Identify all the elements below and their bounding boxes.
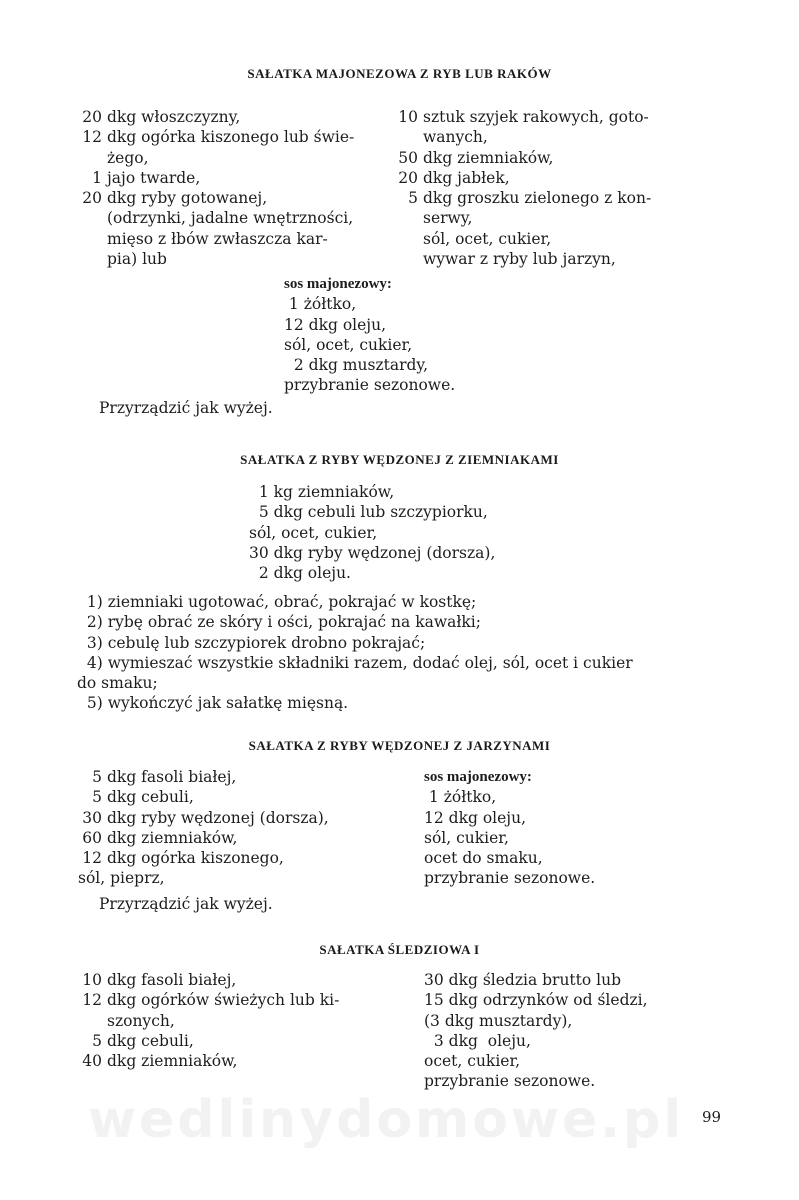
ingredient-line: sól, ocet, cukier, <box>423 229 552 248</box>
sauce-line: 12 dkg oleju, <box>424 808 526 827</box>
sauce-heading: sos majonezowy: <box>424 769 532 785</box>
ingredient-line: 3 dkg oleju, <box>424 1031 531 1050</box>
ingredient-line: 12 dkg ogórków świeżych lub ki- <box>82 991 340 1010</box>
step-line: 2) rybę obrać ze skóry i ości, pokrajać na kawałki; <box>77 613 481 632</box>
ingredient-line: 5 dkg groszku zielonego z kon- <box>408 189 652 208</box>
sauce-line: przybranie sezonowe. <box>284 376 456 395</box>
ingredients-block-2 <box>249 482 569 583</box>
ingredients-right-1 <box>394 107 734 269</box>
section-title-herring-salad: SAŁATKA ŚLEDZIOWA I <box>319 942 480 957</box>
instruction-text: Przyrządzić jak wyżej. <box>99 399 273 417</box>
ingredient-line: 10 dkg fasoli białej, <box>82 971 237 989</box>
ingredient-line: (3 dkg musztardy), <box>424 1011 573 1030</box>
ingredient-line: 5 dkg cebuli, <box>92 1031 194 1050</box>
ingredient-line: 30 dkg ryby wędzonej (dorsza), <box>249 543 496 562</box>
step-line: 5) wykończyć jak sałatkę mięsną. <box>77 694 349 713</box>
section-title-smoked-fish-vegetables: SAŁATKA Z RYBY WĘDZONEJ Z JARZYNAMI <box>248 738 551 753</box>
ingredient-continuation: szonych, <box>107 1011 175 1030</box>
steps-block-2 <box>77 592 737 714</box>
ingredient-line: 20 dkg włoszczyzny, <box>82 108 241 126</box>
section-title-smoked-fish-potatoes: SAŁATKA Z RYBY WĘDZONEJ Z ZIEMNIAKAMI <box>240 452 559 467</box>
step-line: 1) ziemniaki ugotować, obrać, pokrajać w kostkę; <box>77 593 477 611</box>
ingredient-line: 12 dkg ogórka kiszonego, <box>82 849 284 868</box>
sauce-heading: sos majonezowy: <box>284 276 392 292</box>
ingredient-line: 20 dkg ryby gotowanej, <box>82 189 268 208</box>
ingredient-line: 5 dkg cebuli, <box>92 788 194 807</box>
section-title-mayonnaise-fish: SAŁATKA MAJONEZOWA Z RYB LUB RAKÓW <box>247 66 552 81</box>
ingredient-line: 60 dkg ziemniaków, <box>82 828 238 847</box>
ingredient-line: wywar z ryby lub jarzyn, <box>423 250 616 269</box>
ingredient-continuation: wanych, <box>423 128 488 147</box>
ingredient-continuation: pia) lub <box>107 250 167 269</box>
page-number: 99 <box>702 1108 722 1126</box>
step-line: do smaku; <box>77 674 158 693</box>
watermark-text: wedlinydomowe.pl <box>88 1090 685 1150</box>
ingredient-continuation: serwy, <box>423 209 473 228</box>
ingredient-line: 10 sztuk szyjek rakowych, goto- <box>398 108 649 126</box>
ingredient-line: 15 dkg odrzynków od śledzi, <box>424 991 648 1010</box>
ingredient-line: 5 dkg cebuli lub szczypiorku, <box>249 503 488 522</box>
ingredient-continuation: żego, <box>107 148 149 167</box>
step-line: 3) cebulę lub szczypiorek drobno pokrajać; <box>77 633 426 652</box>
ingredients-right-4 <box>424 970 724 1092</box>
sauce-line: przybranie sezonowe. <box>424 869 596 888</box>
sauce-line: 2 dkg musztardy, <box>284 356 429 375</box>
ingredient-line: ocet, cukier, <box>424 1052 521 1071</box>
ingredient-line: sól, pieprz, <box>78 869 165 888</box>
sauce-line: sól, ocet, cukier, <box>284 335 413 354</box>
sauce-line: sól, cukier, <box>424 828 509 847</box>
sauce-line: 12 dkg oleju, <box>284 315 386 334</box>
ingredient-continuation: (odrzynki, jadalne wnętrzności, <box>107 209 354 228</box>
sauce-block-3 <box>424 767 724 889</box>
ingredient-line: 1 kg ziemniaków, <box>249 483 395 501</box>
ingredient-line: 2 dkg oleju. <box>249 564 351 583</box>
ingredient-line: 40 dkg ziemniaków, <box>82 1052 238 1071</box>
ingredient-line: 5 dkg fasoli białej, <box>92 768 237 786</box>
sauce-block-1 <box>284 274 504 396</box>
ingredient-line: 1 jajo twarde, <box>92 168 201 187</box>
instruction-text: Przyrządzić jak wyżej. <box>99 895 273 913</box>
ingredients-left-4 <box>78 970 398 1071</box>
ingredient-continuation: mięso z łbów zwłaszcza kar- <box>107 229 328 248</box>
ingredients-left-3 <box>78 767 398 889</box>
ingredients-left-1 <box>78 107 398 269</box>
ingredient-line: 30 dkg śledzia brutto lub <box>424 971 622 989</box>
ingredient-line: sól, ocet, cukier, <box>249 523 378 542</box>
ingredient-line: 50 dkg ziemniaków, <box>398 148 554 167</box>
ingredient-line: 30 dkg ryby wędzonej (dorsza), <box>82 808 329 827</box>
step-line: 4) wymieszać wszystkie składniki razem, dodać olej, sól, ocet i cukier <box>77 653 633 672</box>
sauce-line: 1 żółtko, <box>424 788 497 807</box>
ingredient-line: 20 dkg jabłek, <box>398 168 510 187</box>
sauce-line: 1 żółtko, <box>284 295 357 314</box>
ingredient-line: 12 dkg ogórka kiszonego lub świe- <box>82 128 355 147</box>
sauce-line: ocet do smaku, <box>424 849 543 868</box>
ingredient-line: przybranie sezonowe. <box>424 1072 596 1091</box>
